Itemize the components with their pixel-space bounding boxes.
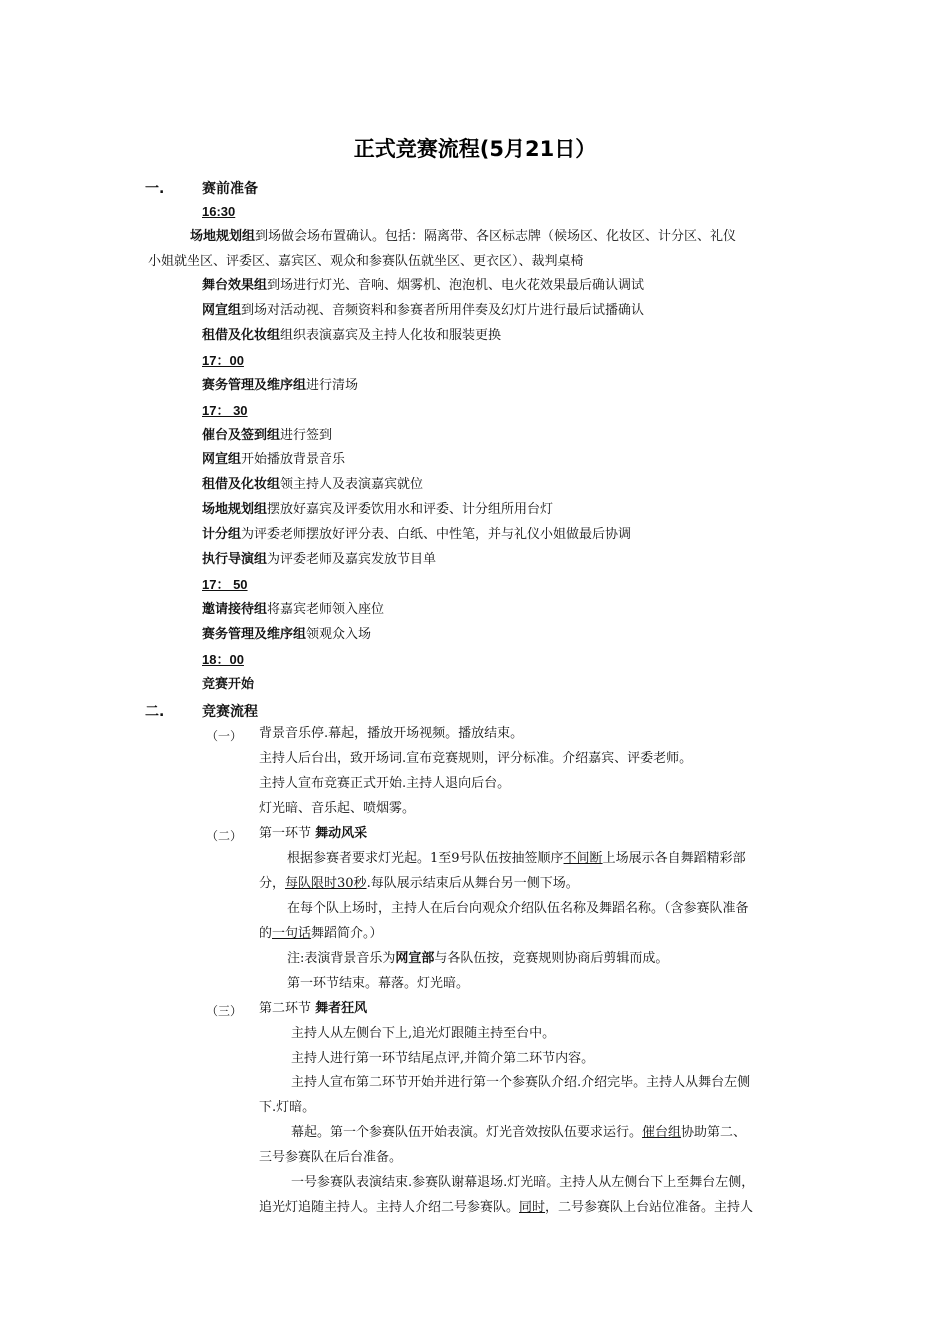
page-title: 正式竞赛流程(5月21日） <box>353 137 597 161</box>
subsection-1-line4: 灯光暗、音乐起、喷烟雾。 <box>259 801 416 816</box>
subsection-3-line2: 主持人进行第一环节结尾点评,并简介第二环节内容。 <box>291 1051 595 1066</box>
time-1800: 18：00 <box>202 652 244 667</box>
paragraph-signin: 催台及签到组进行签到 <box>202 428 333 443</box>
subsection-3-heading: 第二环节 舞者狂风 <box>259 1001 368 1016</box>
section-1-title: 赛前准备 <box>202 181 258 197</box>
subsection-3-line3: 主持人宣布第二环节开始并进行第一个参赛队介绍.介绍完毕。主持人从舞台左侧 <box>291 1075 751 1090</box>
paragraph-host-position: 租借及化妆组领主持人及表演嘉宾就位 <box>202 477 424 492</box>
subsection-2-line3: 在每个队上场时，主持人在后台向观众介绍队伍名称及舞蹈名称。（含参赛队准备 <box>287 901 749 916</box>
paragraph-makeup-team: 租借及化妆组组织表演嘉宾及主持人化妆和服装更换 <box>202 328 502 343</box>
paragraph-web-team: 网宣组到场对活动视、音频资料和参赛者所用伴奏及幻灯片进行最后试播确认 <box>202 303 645 318</box>
subsection-1-line2: 主持人后台出，致开场词.宣布竞赛规则，评分标准。介绍嘉宾、评委老师。 <box>259 751 693 766</box>
subsection-2-line4: 的一句话舞蹈简介。） <box>259 926 383 941</box>
subsection-3-line7: 一号参赛队表演结束.参赛队谢幕退场.灯光暗。主持人从左侧台下上至舞台左侧， <box>291 1175 755 1190</box>
paragraph-program-list: 执行导演组为评委老师及嘉宾发放节目单 <box>202 552 437 567</box>
subsection-2-heading: 第一环节 舞动风采 <box>259 826 368 841</box>
time-1700: 17：00 <box>202 353 244 368</box>
paragraph-audience-entry: 赛务管理及维序组领观众入场 <box>202 627 372 642</box>
subsection-3-number: （三） <box>206 1004 243 1018</box>
paragraph-clear-venue: 赛务管理及维序组进行清场 <box>202 378 359 393</box>
paragraph-stage-effects: 舞台效果组到场进行灯光、音响、烟雾机、泡泡机、电火花效果最后确认调试 <box>202 278 645 293</box>
subsection-1-line3: 主持人宣布竞赛正式开始.主持人退向后台。 <box>259 776 511 791</box>
paragraph-water-lamps: 场地规划组摆放好嘉宾及评委饮用水和评委、计分组所用台灯 <box>202 502 554 517</box>
section-1-number: 一. <box>145 181 165 197</box>
subsection-3-line6: 三号参赛队在后台准备。 <box>259 1150 403 1165</box>
time-1730: 17： 30 <box>202 403 248 418</box>
subsection-2-line1: 根据参赛者要求灯光起。1至9号队伍按抽签顺序不间断上场展示各自舞蹈精彩部 <box>287 851 746 866</box>
paragraph-competition-start: 竞赛开始 <box>202 677 255 692</box>
subsection-3-line8: 追光灯追随主持人。主持人介绍二号参赛队。同时，二号参赛队上台站位准备。主持人 <box>259 1200 754 1215</box>
section-2-title: 竞赛流程 <box>202 704 258 720</box>
subsection-1-number: （一） <box>206 729 243 743</box>
subsection-2-line2: 分，每队限时30秒.每队展示结束后从舞台另一侧下场。 <box>259 876 579 891</box>
subsection-1-line1: 背景音乐停.幕起，播放开场视频。播放结束。 <box>259 726 524 741</box>
subsection-3-line1: 主持人从左侧台下上,追光灯跟随主持至台中。 <box>291 1026 556 1041</box>
paragraph-scoring-team: 计分组为评委老师摆放好评分表、白纸、中性笔，并与礼仪小姐做最后协调 <box>202 527 632 542</box>
subsection-2-number: （二） <box>206 829 243 843</box>
paragraph-bg-music: 网宣组开始播放背景音乐 <box>202 452 346 467</box>
subsection-3-line5: 幕起。第一个参赛队伍开始表演。灯光音效按队伍要求运行。催台组协助第二、 <box>291 1125 747 1140</box>
subsection-2-line6: 第一环节结束。幕落。灯光暗。 <box>287 976 470 991</box>
section-2-number: 二. <box>145 704 165 720</box>
time-1630: 16:30 <box>202 204 236 219</box>
subsection-2-line5: 注:表演背景音乐为网宣部与各队伍按，竞赛规则协商后剪辑而成。 <box>287 951 669 966</box>
paragraph-guest-seating: 邀请接待组将嘉宾老师领入座位 <box>202 602 385 617</box>
paragraph-venue-line2: 小姐就坐区、评委区、嘉宾区、观众和参赛队伍就坐区、更衣区）、裁判桌椅 <box>148 254 584 269</box>
time-1750: 17： 50 <box>202 577 248 592</box>
paragraph-venue-line1: 场地规划组到场做会场布置确认。包括：隔离带、各区标志牌（候场区、化妆区、计分区、礼仪 <box>190 229 737 244</box>
subsection-3-line4: 下.灯暗。 <box>259 1100 316 1115</box>
